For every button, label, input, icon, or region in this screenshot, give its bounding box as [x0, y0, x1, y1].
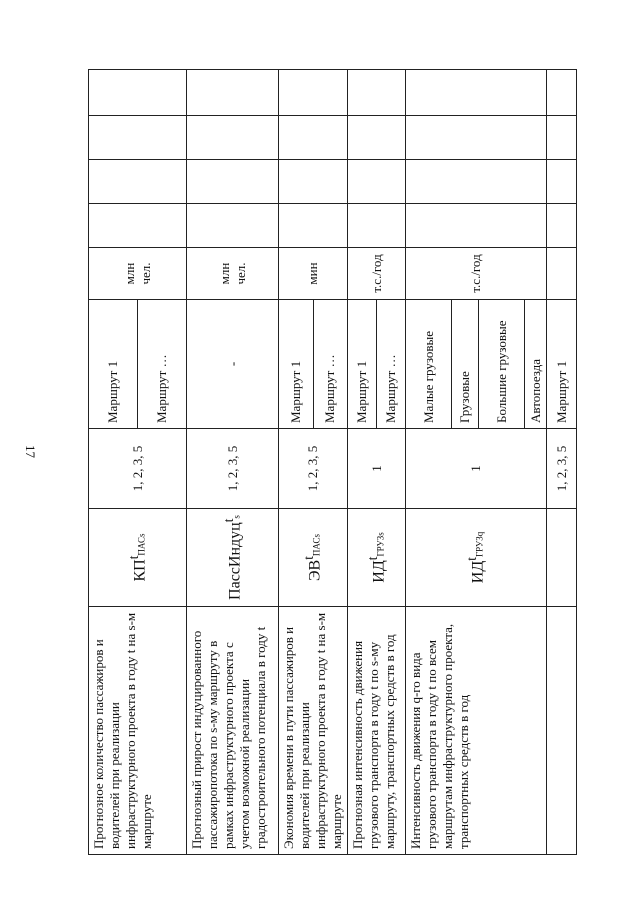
- unit-cell: т.с./год: [348, 247, 406, 299]
- empty-cell: [406, 203, 547, 247]
- symbol-cell: [279, 509, 348, 607]
- symbol-sub: ПАСs: [136, 533, 147, 556]
- sub-item-cell: Большие грузовые: [479, 299, 525, 428]
- unit-cell: т.с./год: [406, 247, 547, 299]
- empty-cell: [279, 203, 348, 247]
- symbol-sup: t: [464, 557, 480, 561]
- empty-cell: [187, 69, 279, 115]
- symbol-cell: [187, 509, 279, 607]
- unit-cell: мин: [279, 247, 348, 299]
- empty-cell: [279, 69, 348, 115]
- symbol-cell: [348, 509, 406, 607]
- description-cell: Интенсивность движения q-го вида грузового транспорта в году t по всем маршрутам инфраструктурного проекта, транспортных средств в год: [406, 607, 547, 855]
- criteria-cell: 1, 2, 3, 5: [187, 429, 279, 509]
- description-cell: Прогнозная интенсивность движения грузового транспорта в году t по s-му маршруту, транспортных средств в год: [348, 607, 406, 855]
- symbol-cell: [547, 509, 577, 607]
- sub-item-cell: Автопоезда: [525, 299, 547, 428]
- empty-cell: [348, 159, 406, 203]
- page-number: 17: [23, 445, 38, 458]
- sub-item-cell: Грузовые: [452, 299, 479, 428]
- empty-cell: [406, 115, 547, 159]
- symbol-sub: ГРУЗq: [474, 531, 485, 558]
- sub-item-cell: Маршрут 1: [547, 299, 577, 428]
- empty-cell: [547, 115, 577, 159]
- sub-item-cell: -: [187, 299, 279, 428]
- empty-cell: [547, 69, 577, 115]
- symbol-main: КП: [131, 559, 149, 582]
- empty-cell: [89, 159, 187, 203]
- sub-item-cell: Маршрут 1: [89, 299, 138, 428]
- empty-cell: [348, 115, 406, 159]
- criteria-cell: 1: [348, 429, 406, 509]
- sub-item-cell: Маршрут 1: [279, 299, 314, 428]
- sub-item-cell: Малые грузовые: [406, 299, 452, 428]
- table-row: [279, 69, 314, 854]
- unit-cell: млн чел.: [89, 247, 187, 299]
- symbol-main: ИД: [469, 560, 487, 584]
- criteria-cell: 1, 2, 3, 5: [547, 429, 577, 509]
- empty-cell: [279, 115, 348, 159]
- empty-cell: [547, 159, 577, 203]
- empty-cell: [348, 203, 406, 247]
- unit-cell: [547, 247, 577, 299]
- empty-cell: [89, 203, 187, 247]
- symbol-main: ПассИндуц: [226, 522, 244, 600]
- sub-item-cell: Маршрут …: [138, 299, 187, 428]
- rotated-page: [88, 70, 570, 855]
- symbol-sup: t: [301, 556, 317, 560]
- symbol-cell: [89, 509, 187, 607]
- criteria-cell: 1: [406, 429, 547, 509]
- empty-cell: [89, 69, 187, 115]
- symbol-cell: [406, 509, 547, 607]
- symbol-sub: s: [231, 515, 242, 519]
- empty-cell: [547, 203, 577, 247]
- description-cell: Прогнозное количество пассажиров и водителей при реализации инфраструктурного проекта в году t на s-м маршруте: [89, 607, 187, 855]
- symbol-main: ИД: [370, 560, 388, 583]
- table-row: [348, 69, 377, 854]
- criteria-cell: 1, 2, 3, 5: [279, 429, 348, 509]
- empty-cell: [406, 69, 547, 115]
- empty-cell: [89, 115, 187, 159]
- table-row: [547, 69, 577, 854]
- symbol-sub: ГРУЗs: [375, 532, 386, 557]
- sub-item-cell: Маршрут …: [313, 299, 348, 428]
- empty-cell: [279, 159, 348, 203]
- empty-cell: [348, 69, 406, 115]
- table-row: [406, 69, 452, 854]
- table-row: [89, 69, 138, 854]
- description-cell: Прогнозный прирост индуцированного пассажиропотока по s-му маршруту в рамках инфраструктурного проекта с учетом возможной реализации градостроительного потенциала в году t: [187, 607, 279, 855]
- symbol-sub: ПАСs: [311, 534, 322, 557]
- symbol-sup: t: [125, 555, 141, 560]
- empty-cell: [187, 115, 279, 159]
- empty-cell: [187, 203, 279, 247]
- sub-item-cell: Маршрут …: [377, 299, 406, 428]
- unit-cell: млн чел.: [187, 247, 279, 299]
- criteria-cell: 1, 2, 3, 5: [89, 429, 187, 509]
- empty-cell: [187, 159, 279, 203]
- empty-cell: [406, 159, 547, 203]
- sub-item-cell: Маршрут 1: [348, 299, 377, 428]
- table-row: [187, 69, 279, 854]
- symbol-sup: t: [364, 556, 380, 561]
- symbol-sup: t: [220, 518, 236, 523]
- indicator-table: [88, 69, 577, 855]
- symbol-main: ЭВ: [306, 559, 324, 581]
- description-cell: [547, 607, 577, 855]
- description-cell: Экономия времени в пути пассажиров и водителей при реализации инфраструктурного проекта в году t на s-м маршруте: [279, 607, 348, 855]
